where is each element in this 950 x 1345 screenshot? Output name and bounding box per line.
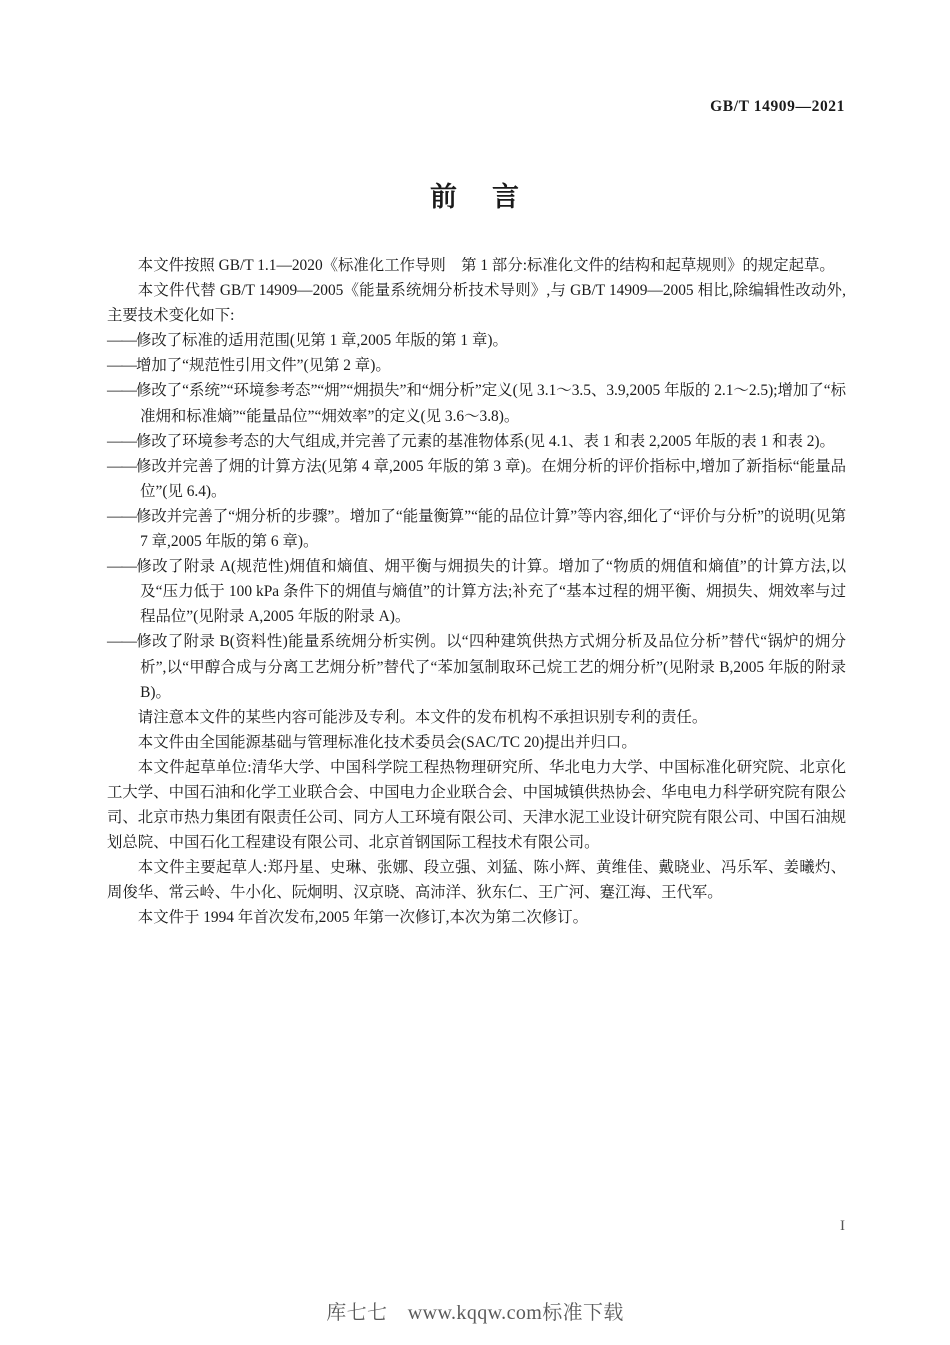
change-item-4-text: 修改了环境参考态的大气组成,并完善了元素的基准物体系(见 4.1、表 1 和表 2,2005 年版的表 1 和表 2)。	[135, 432, 835, 450]
change-item-1	[107, 328, 846, 353]
change-item-7-text: 修改了附录 A(规范性)㶲值和熵值、㶲平衡与㶲损失的计算。增加了“物质的㶲值和熵值”的计算方法,以及“压力低于 100 kPa 条件下的㶲值与熵值”的计算方法;补充了“基本过程的㶲平衡、㶲损失、㶲效率与过程品位”(见附录 A,2005 年版的附录 A)。	[135, 558, 846, 626]
change-item-2	[107, 353, 846, 378]
change-item-3-text: 修改了“系统”“环境参考态”“㶲”“㶲损失”和“㶲分析”定义(见 3.1～3.5、3.9,2005 年版的 2.1～2.5);增加了“标准㶲和标准熵”“能量品位”“㶲效率”的定义(见 3.6～3.8)。	[135, 382, 846, 425]
page-title	[0, 175, 950, 214]
page-title-right: 言	[492, 182, 520, 212]
change-item-8-text: 修改了附录 B(资料性)能量系统㶲分析实例。以“四种建筑供热方式㶲分析及品位分析”替代“锅炉的㶲分析”,以“甲醇合成与分离工艺㶲分析”替代了“苯加氢制取环己烷工艺的㶲分析”(见附录 B,2005 年版的附录 B)。	[135, 633, 846, 701]
change-item-5	[107, 454, 846, 504]
change-item-1-text: 修改了标准的适用范围(见第 1 章,2005 年版的第 1 章)。	[135, 332, 508, 350]
closing-paragraph-1: 请注意本文件的某些内容可能涉及专利。本文件的发布机构不承担识别专利的责任。	[137, 708, 708, 726]
dash-marker: ——	[107, 507, 136, 525]
running-header: GB/T 14909—2021	[710, 98, 845, 115]
principal-drafters: 本文件主要起草人:郑丹星、史琳、张娜、段立强、刘猛、陈小辉、黄维佳、戴晓业、冯乐军、姜曦灼、周俊华、常云岭、牛小化、阮炯明、汉京晓、高沛洋、狄东仁、王广河、蹇江海、王代军。	[107, 859, 846, 902]
page-number: I	[840, 1218, 845, 1234]
dash-marker: ——	[107, 432, 136, 450]
change-item-6-text: 修改并完善了“㶲分析的步骤”。增加了“能量衡算”“能的品位计算”等内容,细化了“评价与分析”的说明(见第 7 章,2005 年版的第 6 章)。	[135, 507, 846, 551]
footer-watermark: 库七七 www.kqqw.com标准下载	[326, 1302, 624, 1324]
intro-paragraph-1: 本文件按照 GB/T 1.1—2020《标准化工作导则 第 1 部分:标准化文件的结构和起草规则》的规定起草。	[137, 257, 835, 274]
change-item-2-text: 增加了“规范性引用文件”(见第 2 章)。	[135, 357, 391, 375]
change-item-8	[107, 629, 846, 704]
intro-paragraph-2: 本文件代替 GB/T 14909—2005《能量系统㶲分析技术导则》,与 GB/T 14909—2005 相比,除编辑性改动外,主要技术变化如下:	[107, 282, 846, 325]
change-item-6	[107, 504, 846, 554]
dash-marker: ——	[107, 357, 136, 375]
change-item-4	[107, 429, 846, 454]
dash-marker: ——	[107, 558, 136, 576]
foreword-body	[107, 253, 846, 931]
closing-paragraph-2: 本文件由全国能源基础与管理标准化技术委员会(SAC/TC 20)提出并归口。	[137, 733, 637, 751]
page-title-left: 前	[430, 182, 458, 212]
dash-marker: ——	[107, 633, 136, 651]
revision-history: 本文件于 1994 年首次发布,2005 年第一次修订,本次为第二次修订。	[137, 909, 588, 927]
dash-marker: ——	[107, 332, 136, 350]
drafting-organizations: 本文件起草单位:清华大学、中国科学院工程热物理研究所、华北电力大学、中国标准化研究院、北京化工大学、中国石油和化学工业联合会、中国电力企业联合会、中国城镇供热协会、华电电力科学研究院有限公司、北京市热力集团有限责任公司、同方人工环境有限公司、天津水泥工业设计研究院有限公司、中国石油规划总院、中国石化工程建设有限公司、北京首钢国际工程技术有限公司。	[107, 758, 846, 852]
change-item-5-text: 修改并完善了㶲的计算方法(见第 4 章,2005 年版的第 3 章)。在㶲分析的评价指标中,增加了新指标“能量品位”(见 6.4)。	[135, 457, 846, 500]
change-item-3	[107, 378, 846, 428]
dash-marker: ——	[107, 457, 136, 475]
dash-marker: ——	[107, 382, 136, 400]
change-item-7	[107, 554, 846, 629]
